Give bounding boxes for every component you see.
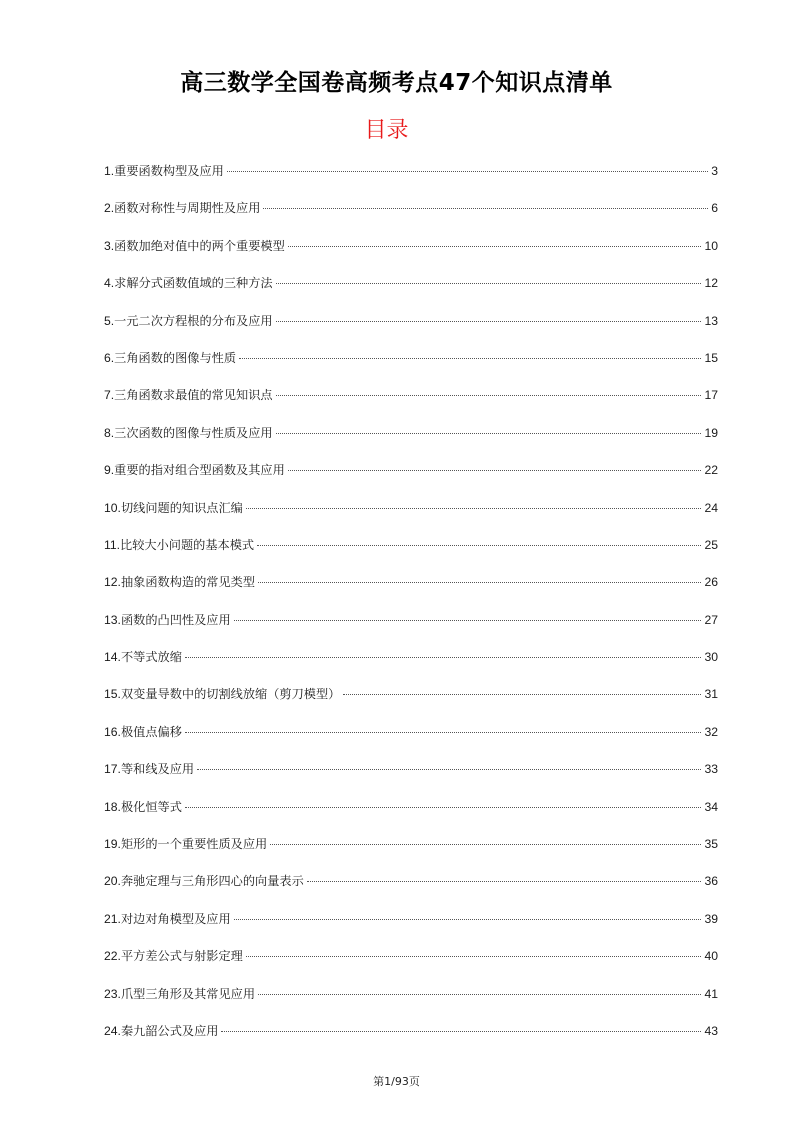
table-of-contents [104,159,718,1056]
toc-entry-number: 4. [104,276,115,291]
toc-entry-page: 27 [704,612,718,627]
toc-dot-leader [263,208,708,209]
toc-dot-leader [343,694,701,695]
toc-entry-title: 三角函数求最值的常见知识点 [114,388,273,403]
toc-entry-number: 16. [104,724,121,739]
toc-dot-leader [246,956,702,957]
toc-entry-number: 2. [104,201,115,216]
toc-entry-page: 41 [704,986,718,1001]
toc-dot-leader [185,657,702,658]
toc-entry[interactable] [104,944,718,981]
toc-entry[interactable] [104,608,718,645]
toc-entry-title: 函数的凸凹性及应用 [120,612,231,627]
toc-entry-page: 26 [704,575,718,590]
toc-dot-leader [227,171,708,172]
toc-dot-leader [239,358,701,359]
toc-entry-page: 31 [704,687,718,702]
toc-entry[interactable] [104,159,718,196]
toc-entry[interactable] [104,309,718,346]
toc-entry-title: 等和线及应用 [120,762,195,777]
toc-entry-title: 平方差公式与射影定理 [120,949,243,964]
toc-entry-title: 重要函数构型及应用 [114,164,224,178]
toc-entry-page: 17 [704,388,718,403]
toc-entry-title: 切线问题的知识点汇编 [120,500,243,515]
toc-entry-page: 15 [704,350,718,365]
toc-entry-number: 9. [104,463,115,478]
toc-heading: 目录 [364,118,409,143]
toc-entry-page: 13 [704,313,718,328]
toc-dot-leader [276,321,702,322]
toc-entry-number: 23. [104,986,121,1001]
toc-entry-number: 13. [104,612,121,627]
toc-entry-title: 极值点偏移 [120,724,182,739]
toc-entry[interactable] [104,982,718,1019]
toc-entry-number: 17. [104,762,121,777]
toc-entry-page: 40 [704,949,718,964]
toc-entry-page: 43 [704,1023,718,1038]
toc-dot-leader [307,881,702,882]
toc-entry-page: 39 [704,911,718,926]
toc-entry-page: 24 [704,500,718,515]
toc-entry-number: 24. [104,1023,121,1038]
toc-entry[interactable] [104,383,718,420]
toc-entry-page: 30 [704,650,718,665]
toc-entry-title: 比较大小问题的基本模式 [120,537,255,552]
toc-entry[interactable] [104,869,718,906]
toc-entry-number: 1. [104,164,115,178]
toc-entry-page: 25 [704,537,718,552]
toc-entry-number: 14. [104,650,121,665]
toc-dot-leader [246,508,702,509]
toc-dot-leader [197,769,701,770]
toc-entry[interactable] [104,196,718,233]
toc-dot-leader [185,807,702,808]
toc-entry-page: 22 [704,463,718,478]
toc-entry[interactable] [104,682,718,719]
toc-entry-title: 矩形的一个重要性质及应用 [120,837,268,852]
toc-entry-page: 32 [704,724,718,739]
toc-entry-page: 33 [704,762,718,777]
toc-entry-page: 6 [711,201,718,216]
toc-dot-leader [276,395,702,396]
toc-entry-title: 三次函数的图像与性质及应用 [114,425,273,440]
toc-entry[interactable] [104,645,718,682]
toc-entry-title: 秦九韶公式及应用 [120,1023,219,1038]
toc-entry-number: 5. [104,313,115,328]
toc-entry-title: 一元二次方程根的分布及应用 [114,313,273,328]
toc-entry-number: 20. [104,874,121,889]
toc-entry-title: 重要的指对组合型函数及其应用 [114,463,285,478]
toc-dot-leader [258,994,701,995]
toc-entry-page: 19 [704,425,718,440]
toc-entry-number: 21. [104,911,121,926]
toc-dot-leader [288,246,702,247]
toc-dot-leader [234,620,702,621]
toc-entry-title: 函数加绝对值中的两个重要模型 [114,238,285,253]
toc-dot-leader [185,732,702,733]
toc-entry[interactable] [104,570,718,607]
toc-dot-leader [221,1031,701,1032]
toc-entry-title: 奔驰定理与三角形四心的向量表示 [120,874,304,889]
toc-dot-leader [276,433,702,434]
toc-entry-title: 对边对角模型及应用 [120,911,231,926]
toc-entry[interactable] [104,907,718,944]
toc-entry-number: 10. [104,500,121,515]
toc-entry-title: 三角函数的图像与性质 [114,350,237,365]
toc-entry-title: 函数对称性与周期性及应用 [114,201,261,216]
toc-entry-title: 爪型三角形及其常见应用 [120,986,256,1001]
toc-entry-number: 15. [104,687,121,702]
toc-entry-title: 极化恒等式 [120,799,182,814]
toc-entry[interactable] [104,234,718,271]
toc-entry[interactable] [104,757,718,794]
toc-entry-page: 35 [704,837,718,852]
toc-entry-title: 不等式放缩 [120,650,182,665]
toc-entry-page: 12 [704,276,718,291]
toc-entry-number: 7. [104,388,115,403]
toc-entry[interactable] [104,720,718,757]
toc-entry-title: 双变量导数中的切割线放缩（剪刀模型） [120,687,341,702]
toc-entry-number: 11. [104,537,121,552]
toc-entry-page: 36 [704,874,718,889]
toc-entry[interactable] [104,795,718,832]
toc-dot-leader [288,470,702,471]
toc-entry-page: 10 [704,238,718,253]
toc-entry-number: 19. [104,837,121,852]
toc-entry-number: 8. [104,425,115,440]
toc-entry-number: 12. [104,575,121,590]
toc-entry[interactable] [104,458,718,495]
toc-entry[interactable] [104,496,718,533]
toc-dot-leader [270,844,701,845]
toc-entry-title: 求解分式函数值域的三种方法 [114,276,273,291]
toc-entry-number: 6. [104,350,115,365]
toc-entry[interactable] [104,832,718,869]
toc-entry[interactable] [104,1019,718,1056]
toc-entry-number: 3. [104,238,115,253]
document-title: 高三数学全国卷高频考点47个知识点清单 [180,70,613,96]
toc-dot-leader [257,545,701,546]
toc-dot-leader [234,919,702,920]
toc-entry-number: 22. [104,949,121,964]
toc-entry-title: 抽象函数构造的常见类型 [120,575,256,590]
toc-dot-leader [258,582,701,583]
toc-entry-number: 18. [104,799,121,814]
toc-entry-page: 3 [711,164,718,178]
toc-entry[interactable] [104,421,718,458]
toc-dot-leader [276,283,702,284]
toc-entry[interactable] [104,346,718,383]
toc-entry[interactable] [104,533,718,570]
page-footer: 第1/93页 [373,1075,420,1088]
toc-entry[interactable] [104,271,718,308]
toc-entry-page: 34 [704,799,718,814]
